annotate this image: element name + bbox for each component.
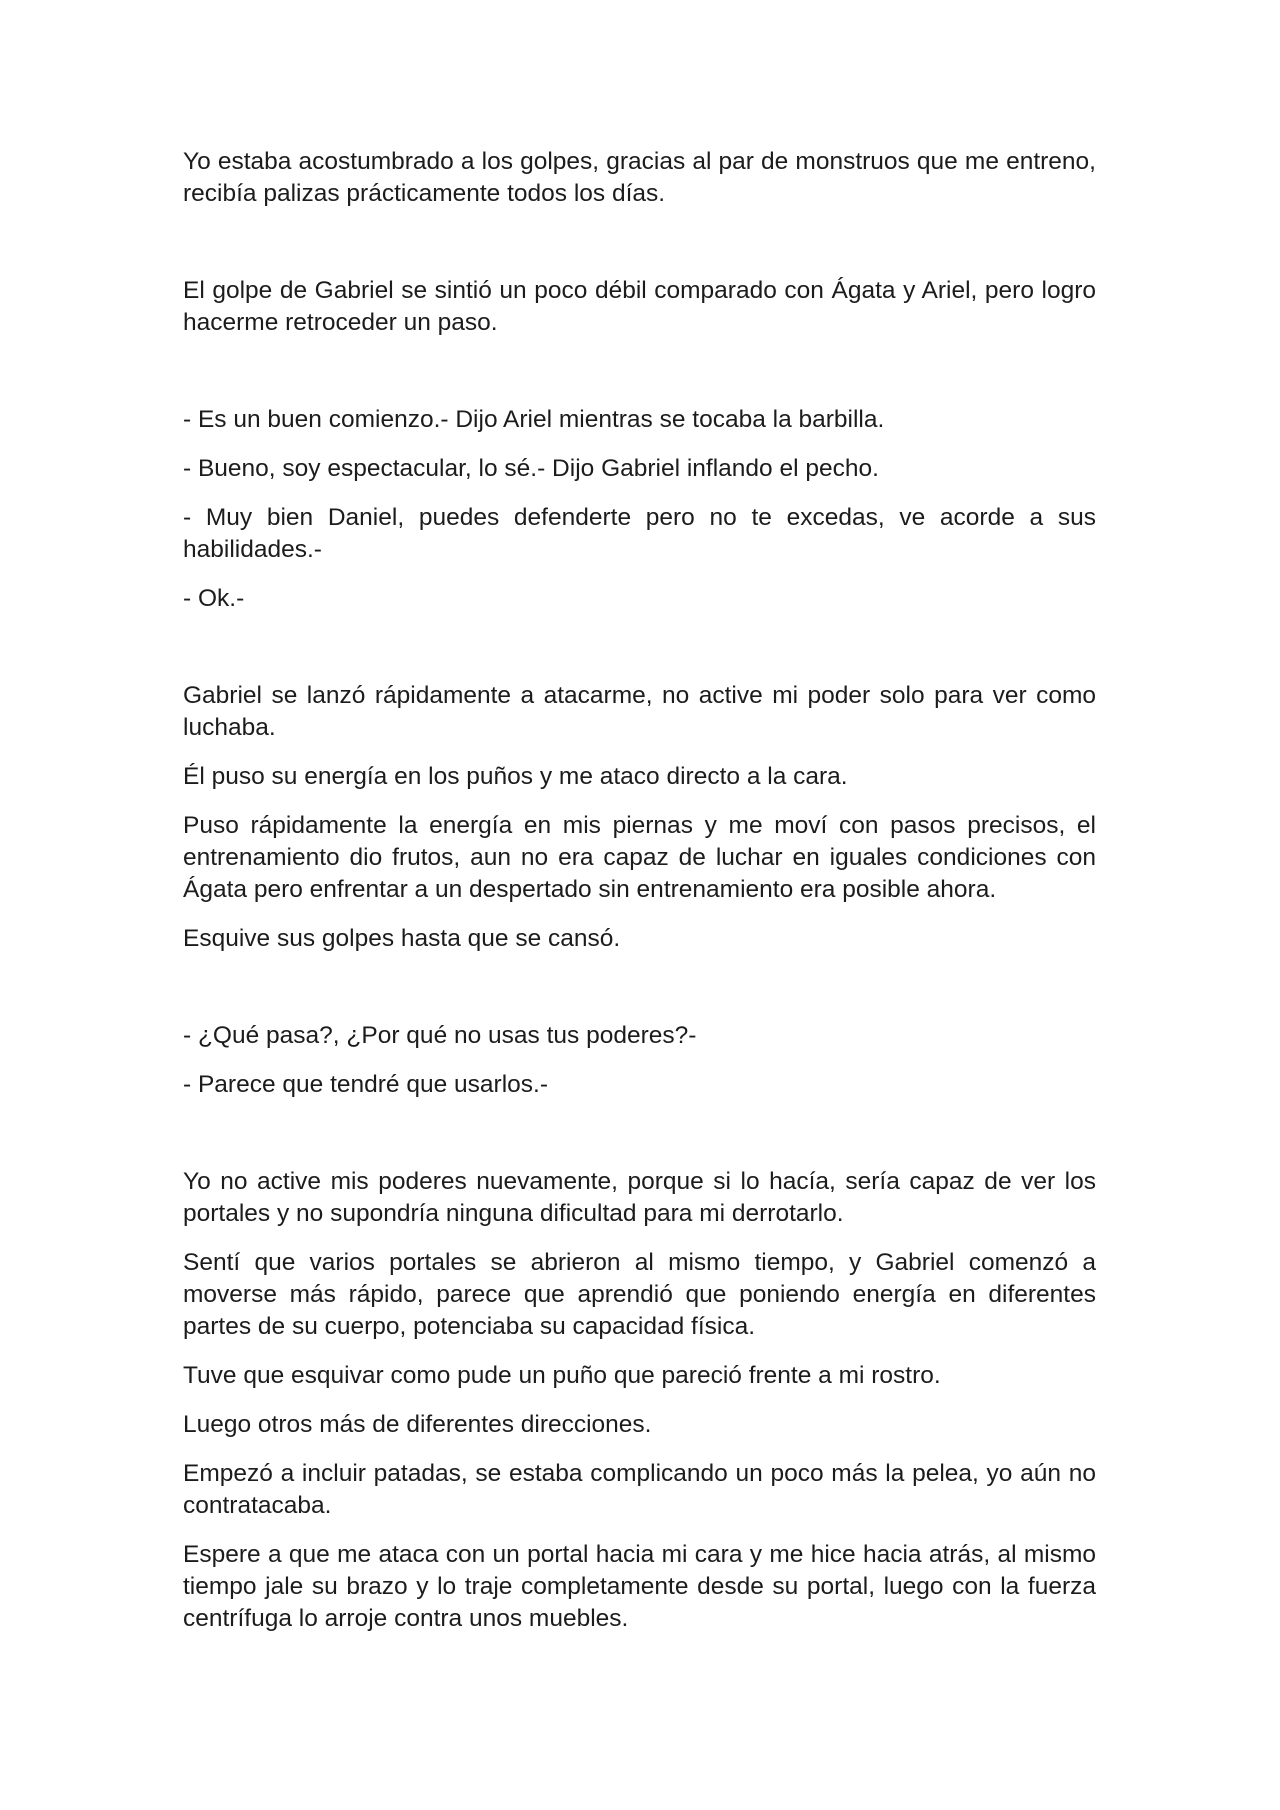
dialogue-line: - ¿Qué pasa?, ¿Por qué no usas tus poderes?- [183, 1022, 697, 1049]
paragraph: Él puso su energía en los puños y me ataco directo a la cara. [183, 763, 848, 790]
dialogue-line: - Muy bien Daniel, puedes defenderte pero no te excedas, ve acorde a sus habilidades.- [183, 504, 1096, 563]
paragraph: Tuve que esquivar como pude un puño que pareció frente a mi rostro. [183, 1362, 941, 1389]
paragraph: Esquive sus golpes hasta que se cansó. [183, 925, 621, 952]
document-body [183, 146, 1096, 1635]
paragraph: Sentí que varios portales se abrieron al mismo tiempo, y Gabriel comenzó a moverse más rápido, parece que aprendió que poniendo energía en diferentes partes de su cuerpo, potenciaba su capacidad física. [183, 1249, 1096, 1340]
paragraph: Yo estaba acostumbrado a los golpes, gracias al par de monstruos que me entreno, recibía palizas prácticamente todos los días. [183, 148, 1096, 207]
paragraph: El golpe de Gabriel se sintió un poco débil comparado con Ágata y Ariel, pero logro hacerme retroceder un paso. [183, 277, 1096, 336]
dialogue-line: - Bueno, soy espectacular, lo sé.- Dijo Gabriel inflando el pecho. [183, 455, 879, 482]
paragraph: Espere a que me ataca con un portal hacia mi cara y me hice hacia atrás, al mismo tiempo jale su brazo y lo traje completamente desde su portal, luego con la fuerza centrífuga lo arroje contra unos muebles. [183, 1541, 1096, 1632]
paragraph: Puso rápidamente la energía en mis piernas y me moví con pasos precisos, el entrenamiento dio frutos, aun no era capaz de luchar en iguales condiciones con Ágata pero enfrentar a un despertado sin entrenamiento era posible ahora. [183, 812, 1096, 903]
paragraph: Luego otros más de diferentes direcciones. [183, 1411, 652, 1438]
paragraph: Gabriel se lanzó rápidamente a atacarme, no active mi poder solo para ver como luchaba. [183, 682, 1096, 741]
dialogue-line: - Parece que tendré que usarlos.- [183, 1071, 548, 1098]
paragraph: Empezó a incluir patadas, se estaba complicando un poco más la pelea, yo aún no contratacaba. [183, 1460, 1096, 1519]
dialogue-line: - Ok.- [183, 585, 245, 612]
paragraph: Yo no active mis poderes nuevamente, porque si lo hacía, sería capaz de ver los portales y no supondría ninguna dificultad para mi derrotarlo. [183, 1168, 1096, 1227]
dialogue-line: - Es un buen comienzo.- Dijo Ariel mientras se tocaba la barbilla. [183, 406, 885, 433]
